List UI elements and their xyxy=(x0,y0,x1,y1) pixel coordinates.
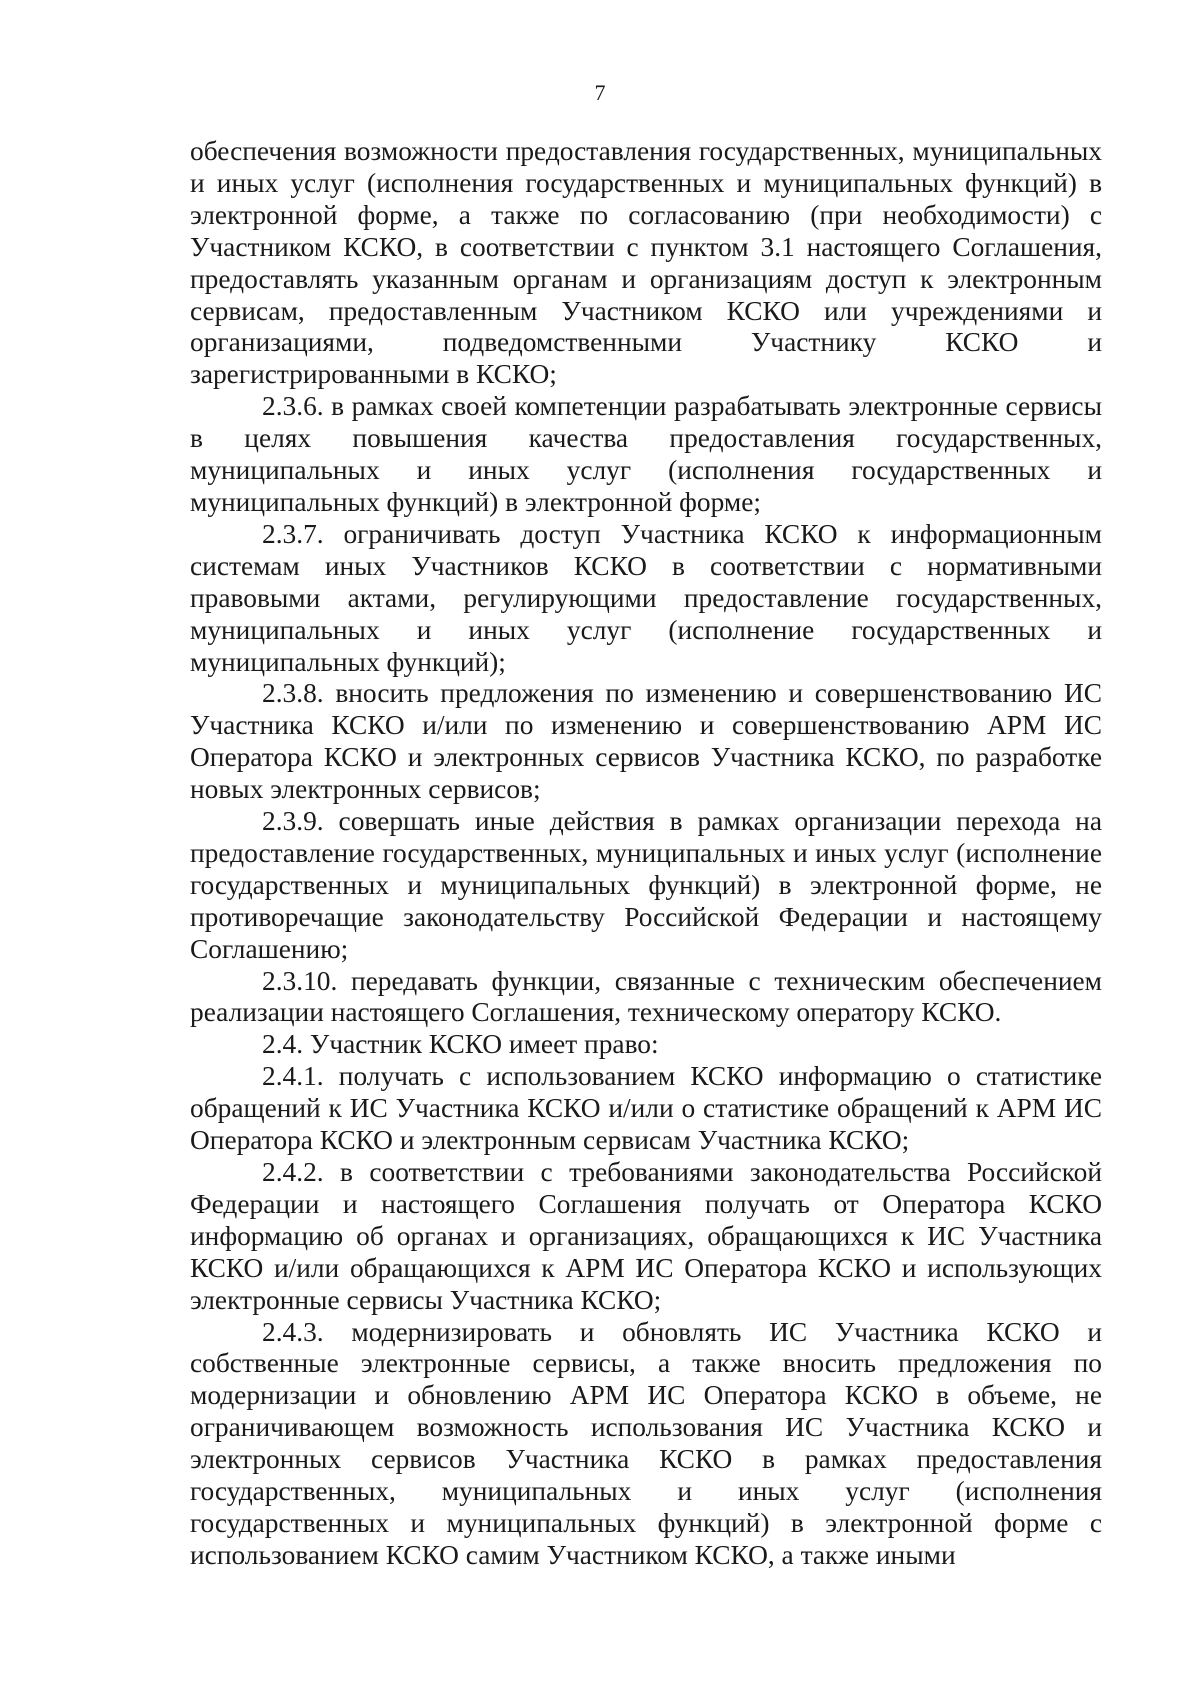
paragraph-2-3-8: 2.3.8. вносить предложения по изменению и совершенствованию ИС Участника КСКО и/или по изменению и совершенствованию АРМ ИС Оператора КСКО и электронных сервисов Участника КСКО, по разработке новых электронных сервисов; xyxy=(190,678,1102,805)
paragraph-2-4-1: 2.4.1. получать с использованием КСКО информацию о статистике обращений к ИС Участника КСКО и/или о статистике обращений к АРМ ИС Оператора КСКО и электронным сервисам Участника КСКО; xyxy=(190,1061,1102,1156)
paragraph-2-4-3: 2.4.3. модернизировать и обновлять ИС Участника КСКО и собственные электронные сервисы, а также вносить предложения по модернизации и обновлению АРМ ИС Оператора КСКО в объеме, не ограничивающем возможность использования ИС Участника КСКО и электронных сервисов Участника КСКО в рамках предоставления государственных, муниципальных и иных услуг (исполнения государственных и муниципальных функций) в электронной форме с использованием КСКО самим Участником КСКО, а также иными xyxy=(190,1316,1102,1570)
paragraph-continuation: обеспечения возможности предоставления государственных, муниципальных и иных услуг (исполнения государственных и муниципальных функций) в электронной форме, а также по согласованию (при необходимости) с Участником КСКО, в соответствии с пунктом 3.1 настоящего Соглашения, предоставлять указанным органам и организациям доступ к электронным сервисам, предоставленным Участником КСКО или учреждениями и организациями, подведомственными Участнику КСКО и зарегистрированными в КСКО; xyxy=(190,136,1102,390)
page-number: 7 xyxy=(594,80,606,105)
paragraph-2-4: 2.4. Участник КСКО имеет право: xyxy=(262,1029,659,1060)
paragraph-2-3-10: 2.3.10. передавать функции, связанные с техническим обеспечением реализации настоящего Соглашения, техническому оператору КСКО. xyxy=(190,965,1102,1028)
paragraph-2-4-2: 2.4.2. в соответствии с требованиями законодательства Российской Федерации и настоящего Соглашения получать от Оператора КСКО информацию об органах и организациях, обращающихся к ИС Участника КСКО и/или обращающихся к АРМ ИС Оператора КСКО и использующих электронные сервисы Участника КСКО; xyxy=(190,1157,1102,1315)
paragraph-2-3-6: 2.3.6. в рамках своей компетенции разрабатывать электронные сервисы в целях повышения качества предоставления государственных, муниципальных и иных услуг (исполнения государственных и муниципальных функций) в электронной форме; xyxy=(190,391,1102,517)
paragraph-2-3-9: 2.3.9. совершать иные действия в рамках организации перехода на предоставление государственных, муниципальных и иных услуг (исполнение государственных и муниципальных функций) в электронной форме, не противоречащие законодательству Российской Федерации и настоящему Соглашению; xyxy=(190,806,1102,964)
document-body xyxy=(190,136,1102,1572)
paragraph-2-3-7: 2.3.7. ограничивать доступ Участника КСКО к информационным системам иных Участников КСКО в соответствии с нормативными правовыми актами, регулирующими предоставление государственных, муниципальных и иных услуг (исполнение государственных и муниципальных функций); xyxy=(190,518,1102,677)
